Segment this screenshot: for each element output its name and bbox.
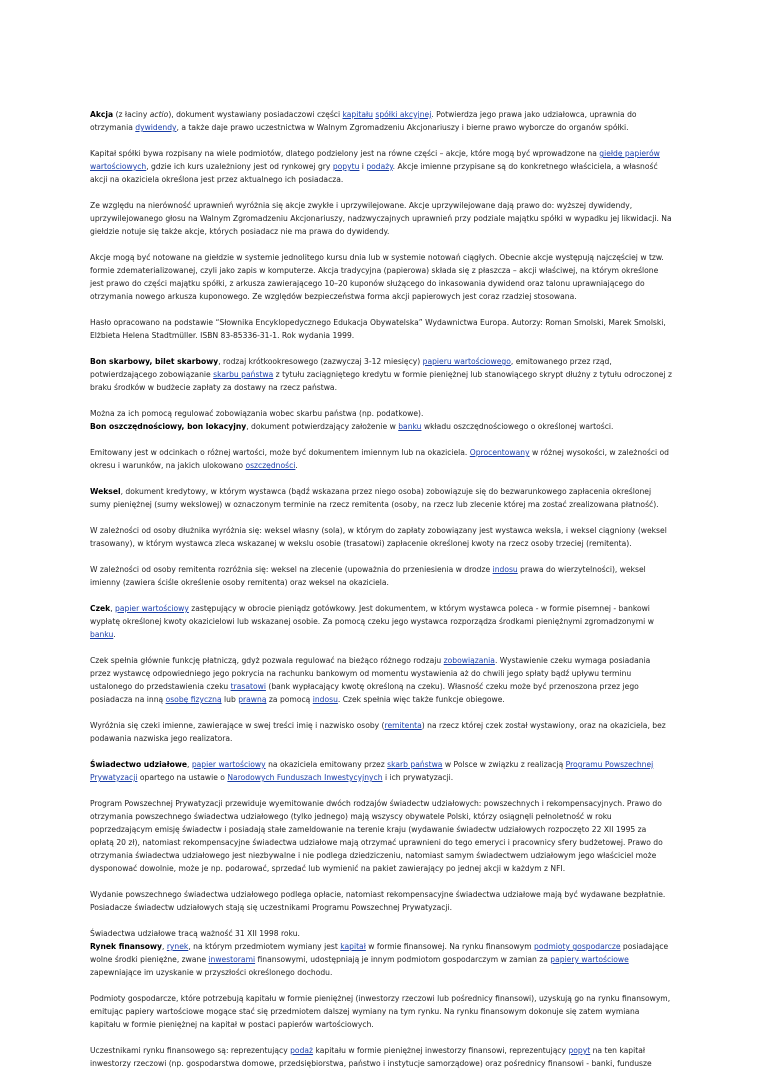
- paragraph: [90, 524, 672, 550]
- term-heading: Bon skarbowy, bilet skarbowy: [90, 357, 219, 366]
- link[interactable]: banku: [90, 630, 114, 639]
- link[interactable]: popytu: [332, 162, 360, 171]
- paragraph: [90, 797, 672, 875]
- link[interactable]: papieru wartościowego: [422, 357, 511, 366]
- text: .: [113, 630, 116, 639]
- link[interactable]: skarb państwa: [387, 760, 443, 769]
- paragraph: [90, 407, 672, 420]
- link[interactable]: podaż: [290, 1046, 314, 1055]
- paragraph: [90, 654, 672, 706]
- text: wkładu oszczędnościowego o określonej wartości.: [421, 422, 614, 431]
- text: finansowymi, udostępniają je innym podmiotom gospodarczym w zamian za: [255, 955, 551, 964]
- text: lub: [221, 695, 239, 704]
- text: , gdzie ich kurs uzależniony jest od rynkowej gry: [146, 162, 333, 171]
- term-heading: Weksel: [90, 487, 121, 496]
- link[interactable]: papier wartościowy: [115, 604, 189, 613]
- link[interactable]: papiery wartościowe: [550, 955, 629, 964]
- text: Akcje mogą być notowane na giełdzie w systemie jednolitego kursu dnia lub w systemie notowań ciągłych. Obecnie akcje występują najczęściej w tzw. formie zdematerializowanej, czyli jako zapis w komputerze. Akcja tradycyjna (papierowa) składa się z płaszcza – akcji właściwej, na którym określone jest prawo do części majątku spółki, z arkusza zawierającego 10–20 kuponów służącego do inkasowania dywidend oraz talonu uprawniającego do otrzymania nowego arkusza kuponowego. Ze względów bezpieczeństwa forma akcji papierowych jest coraz rzadziej stosowana.: [90, 253, 664, 301]
- paragraph: [90, 940, 672, 979]
- text: Wyróżnia się czeki imienne, zawierające w swej treści imię i nazwisko osoby (: [90, 721, 385, 730]
- text: w formie finansowej. Na rynku finansowym: [365, 942, 535, 951]
- term-heading: Rynek finansowy: [90, 942, 162, 951]
- text: W zależności od osoby remitenta rozróżnia się: weksel na zlecenie (upoważnia do przeniesienia w drodze: [90, 565, 493, 574]
- text: z tytułu zaciągniętego kredytu w formie pieniężnej lub stanowiącego skrypt dłużny z tytułu odroczonej z braku środków w budżecie zapłaty za dostawy na rzecz państwa.: [90, 370, 672, 392]
- text: Ze względu na nierówność uprawnień wyróżnia się akcje zwykłe i uprzywilejowane. Akcje uprzywilejowane dają prawo do: wyższej dywidendy, uprzywilejowanego głosu na Walnym Zgromadzeniu Akcjonariuszy, nadzwyczajnych uprawnień przy podziale majątku spółki w wypadku jej likwidacji. Na giełdzie notuje się także akcje, których posiadacz nie ma prawa do dywidendy.: [90, 201, 672, 236]
- text: zapewniające im uzyskanie w przyszłości określonego dochodu.: [90, 968, 333, 977]
- text: ), dokument wystawiany posiadaczowi części: [168, 110, 343, 119]
- paragraph: [90, 719, 672, 745]
- text: , rodzaj krótkookresowego (zazwyczaj 3-12 miesięcy): [218, 357, 423, 366]
- text: w różnej wysokości, w zależności od okresu i warunków, na jakich ulokowano: [90, 448, 670, 470]
- text: ,: [110, 604, 116, 613]
- link[interactable]: osobę fizyczną: [165, 695, 222, 704]
- paragraph: [90, 446, 672, 472]
- text: prawa do wierzytelności), weksel imienny (zawiera ściśle określenie osoby remitenta) oraz weksel na okaziciela.: [90, 565, 646, 587]
- text: Program Powszechnej Prywatyzacji przewiduje wyemitowanie dwóch rodzajów świadectw udziałowych: powszechnych i rekompensacyjnych. Prawo do otrzymania powszechnego świadectwa udziałowego (tylko jednego) mają wszyscy obywatele Polski, którzy osiągnęli pełnoletność w roku poprzedzającym emisję świadectw i posiadają stałe zameldowanie na terenie kraju (wydawanie świadectw udziałowych rozpoczęto 22 XII 1995 za opłatą 20 zł), natomiast rekompensacyjne świadectwa udziałowe mają otrzymać uprawnieni do tego emeryci i pracownicy sfery budżetowej. Prawo do otrzymania świadectwa udziałowego jest niezbywalne i nie podlega dziedziczeniu, natomiast samym świadectwem udziałowym jego właściciel może dysponować dowolnie, może je np. podarować, sprzedać lub wymienić na pakiet zawierający po jednej akcji w każdym z NFI.: [90, 799, 663, 873]
- link[interactable]: oszczędności: [245, 461, 296, 470]
- text: opartego na ustawie o: [137, 773, 228, 782]
- text: Wydanie powszechnego świadectwa udziałowego podlega opłacie, natomiast rekompensacyjne świadectwa udziałowe mają być wydawane bezpłatnie. Posiadacze świadectw udziałowych stają się uczestnikami Programu Powszechnej Prywatyzacji.: [90, 890, 666, 912]
- text: . Akcje imienne przypisane są do konkretnego właściciela, a własność akcji na okaziciela określona jest przez aktualnego ich posiadacza.: [90, 162, 658, 184]
- link[interactable]: podaży: [366, 162, 393, 171]
- term-heading: Bon oszczędnościowy, bon lokacyjny: [90, 422, 247, 431]
- text: .: [295, 461, 298, 470]
- text: (bank wypłacający kwotę określoną na czeku). Własność czeku może być przenoszona przez jego posiadacza na inną: [90, 682, 639, 704]
- text: (z łaciny: [113, 110, 150, 119]
- text: ,: [187, 760, 192, 769]
- link[interactable]: kapitału: [342, 110, 373, 119]
- paragraph: [90, 147, 672, 186]
- paragraph: [90, 199, 672, 238]
- text: W zależności od osoby dłużnika wyróżnia się: weksel własny (sola), w którym do zapłaty zobowiązany jest wystawca weksla, i weksel ciągniony (weksel trasowany), w którym wystawca zleca wskazanej w wekslu osobie (trasatowi) zapłacenie określonej kwoty na rzecz osoby trzeciej (remitenta).: [90, 526, 667, 548]
- link[interactable]: Programu Powszechnej Prywatyzacji: [90, 760, 654, 782]
- text: Hasło opracowano na podstawie “Słownika Encyklopedycznego Edukacja Obywatelska” Wydawnictwa Europa. Autorzy: Roman Smolski, Marek Smolski, Elżbieta Helena Stadtmüller. ISBN 83-85336-31-1. Rok wydania 1999.: [90, 318, 666, 340]
- paragraph: [90, 927, 672, 940]
- link[interactable]: prawną: [238, 695, 267, 704]
- link[interactable]: papier wartościowy: [191, 760, 266, 769]
- paragraph: [90, 355, 672, 394]
- paragraph: [90, 1044, 672, 1070]
- text: , na którym przedmiotem wymiany jest: [188, 942, 341, 951]
- paragraph: [90, 485, 672, 511]
- text: Emitowany jest w odcinkach o różnej wartości, może być dokumentem imiennym lub na okaziciela.: [90, 448, 470, 457]
- link[interactable]: rynek: [166, 942, 189, 951]
- text: , dokument kredytowy, w którym wystawca (bądź wskazana przez niego osoba) zobowiązuje się do bezwarunkowego zapłacenia określonej sumy pieniężnej (sumy wekslowej) w oznaczonym terminie na rzecz remitenta (osoby, na rzecz lub zlecenie której ma zostać zrealizowana płatność).: [90, 487, 659, 509]
- text: kapitału w formie pieniężnej inwestorzy finansowi, reprezentujący: [313, 1046, 569, 1055]
- text: i ich prywatyzacji.: [382, 773, 454, 782]
- paragraph: [90, 251, 672, 303]
- text: na ten kapitał inwestorzy rzeczowi (np. gospodarstwa domowe, przedsiębiorstwa, państwo i instytucje samorządowe) oraz pośrednicy finansowi - banki, fundusze: [90, 1046, 652, 1068]
- text: , emitowanego przez rząd, potwierdzającego zobowiązanie: [90, 357, 612, 379]
- text: posiadające wolne środki pieniężne, zwane: [90, 942, 669, 964]
- text: Kapitał spółki bywa rozpisany na wiele podmiotów, dlatego podzielony jest na równe części – akcje, które mogą być wprowadzone na: [90, 149, 600, 158]
- term-heading: Świadectwo udziałowe: [90, 760, 187, 769]
- link[interactable]: Oprocentowany: [469, 448, 530, 457]
- link[interactable]: banku: [398, 422, 422, 431]
- text: zastępujący w obrocie pieniądz gotówkowy. Jest dokumentem, w którym wystawca poleca - w formie pisemnej - bankowi wypłatę określonej kwoty okazicielowi lub wskazanej osobie. Za pomocą czeku jego wystawca rozporządza środkami pieniężnymi zgromadzonymi w: [90, 604, 654, 626]
- italic-text: actio: [149, 110, 169, 119]
- link[interactable]: indosu: [492, 565, 518, 574]
- text: ,: [161, 942, 167, 951]
- link[interactable]: indosu: [312, 695, 338, 704]
- paragraph: [90, 602, 672, 641]
- paragraph: [90, 563, 672, 589]
- text: na okaziciela emitowany przez: [265, 760, 388, 769]
- link[interactable]: podmioty gospodarcze: [534, 942, 621, 951]
- term-heading: Czek: [90, 604, 111, 613]
- text: Czek spełnia głównie funkcję płatniczą, gdyż pozwala regulować na bieżąco różnego rodzaju: [90, 656, 444, 665]
- text: , a także daje prawo uczestnictwa w Walnym Zgromadzeniu Akcjonariuszy i bierne prawo wyborcze do organów spółki.: [176, 123, 629, 132]
- term-heading: Akcja: [90, 110, 114, 119]
- link[interactable]: zobowiązania: [443, 656, 495, 665]
- paragraph: [90, 992, 672, 1031]
- text: Uczestnikami rynku finansowego są: reprezentujący: [90, 1046, 291, 1055]
- link[interactable]: skarbu państwa: [213, 370, 274, 379]
- text: i: [359, 162, 367, 171]
- link[interactable]: inwestorami: [208, 955, 256, 964]
- text: , dokument potwierdzający założenie w: [246, 422, 399, 431]
- link[interactable]: giełdę papierów wartościowych: [90, 149, 660, 171]
- link[interactable]: popyt: [568, 1046, 591, 1055]
- link[interactable]: trasatowi: [230, 682, 266, 691]
- paragraph: [90, 758, 672, 784]
- link[interactable]: kapitał: [340, 942, 366, 951]
- text: ) na rzecz której czek został wystawiony, oraz na okaziciela, bez podawania nazwiska jego realizatora.: [90, 721, 666, 743]
- text: . Wystawienie czeku wymaga posiadania przez wystawcę odpowiedniego jego pokrycia na rachunku bankowym od momentu wystawienia aż do chwili jego spłaty bądź upływu terminu ustalonego do przedstawienia czeku: [90, 656, 651, 691]
- paragraph: [90, 108, 672, 134]
- text: . Potwierdza jego prawa jako udziałowca, uprawnia do otrzymania: [90, 110, 637, 132]
- text: za pomocą: [266, 695, 313, 704]
- text: Podmioty gospodarcze, które potrzebują kapitału w formie pieniężnej (inwestorzy rzeczowi lub pośrednicy finansowi), uzyskują go na rynku finansowym, emitując papiery wartościowe mogące stać się przedmiotem dalszej wymiany na tym rynku. Na rynku finansowym dokonuje się zatem wymiana kapitału w formie pieniężnej na kapitał w postaci papierów wartościowych.: [90, 994, 671, 1029]
- document-page: [90, 108, 672, 1083]
- paragraph: [90, 316, 672, 342]
- link[interactable]: dywidendy: [135, 123, 177, 132]
- paragraph: [90, 888, 672, 914]
- text: . Czek spełnia więc także funkcje obiegowe.: [337, 695, 505, 704]
- link[interactable]: spółki akcyjnej: [375, 110, 432, 119]
- paragraph: [90, 420, 672, 433]
- text: w Polsce w związku z realizacją: [442, 760, 566, 769]
- link[interactable]: Narodowych Funduszach Inwestycyjnych: [227, 773, 383, 782]
- text: Można za ich pomocą regulować zobowiązania wobec skarbu państwa (np. podatkowe).: [90, 409, 424, 418]
- link[interactable]: remitenta: [384, 721, 422, 730]
- text: Świadectwa udziałowe tracą ważność 31 XII 1998 roku.: [90, 929, 300, 938]
